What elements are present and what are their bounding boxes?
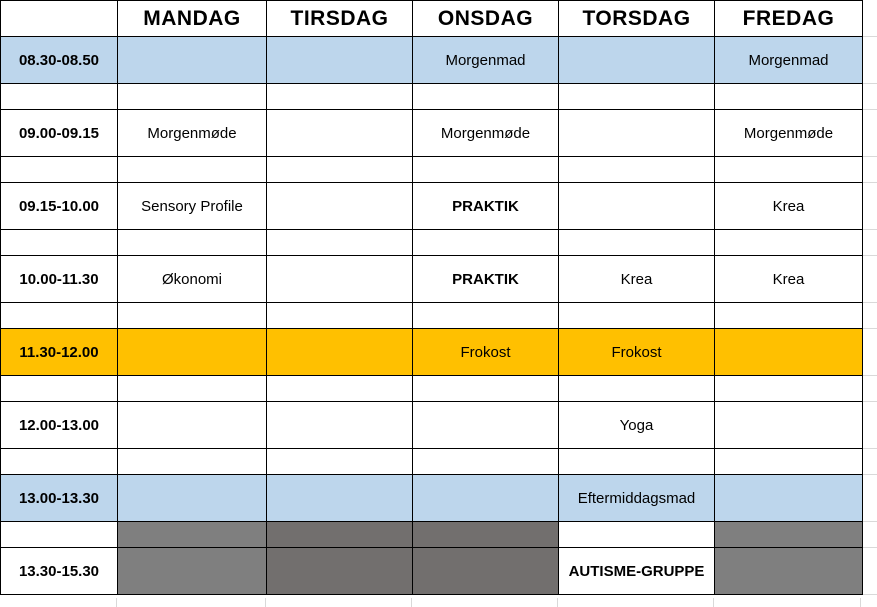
gridline <box>265 598 266 607</box>
day-header-onsdag[interactable]: ONSDAG <box>413 1 559 37</box>
time-label[interactable]: 11.30-12.00 <box>1 329 118 376</box>
empty-cell[interactable] <box>267 376 413 402</box>
empty-cell[interactable] <box>413 230 559 256</box>
empty-cell[interactable] <box>267 157 413 183</box>
empty-cell[interactable] <box>413 522 559 548</box>
empty-cell[interactable] <box>413 157 559 183</box>
row-0915-1000 <box>1 183 863 230</box>
schedule-cell[interactable]: Krea <box>715 183 863 230</box>
schedule-cell[interactable]: Sensory Profile <box>118 183 267 230</box>
schedule-cell[interactable]: Frokost <box>413 329 559 376</box>
empty-cell[interactable] <box>559 449 715 475</box>
empty-cell[interactable] <box>715 84 863 110</box>
empty-cell[interactable] <box>118 522 267 548</box>
schedule-cell[interactable]: Frokost <box>559 329 715 376</box>
spacer-row <box>1 303 863 329</box>
schedule-cell[interactable] <box>267 256 413 303</box>
empty-cell[interactable] <box>267 449 413 475</box>
gridline <box>863 157 877 183</box>
empty-cell[interactable] <box>559 157 715 183</box>
empty-cell[interactable] <box>715 449 863 475</box>
schedule-cell[interactable]: Morgenmøde <box>118 110 267 157</box>
time-label[interactable]: 12.00-13.00 <box>1 402 118 449</box>
schedule-cell[interactable] <box>118 475 267 522</box>
spacer-row <box>1 157 863 183</box>
schedule-cell[interactable] <box>715 475 863 522</box>
time-label[interactable]: 08.30-08.50 <box>1 37 118 84</box>
empty-cell[interactable] <box>559 303 715 329</box>
gridline <box>863 256 877 303</box>
corner-cell[interactable] <box>1 1 118 37</box>
row-1200-1300 <box>1 402 863 449</box>
day-header-mandag[interactable]: MANDAG <box>118 1 267 37</box>
schedule-cell[interactable] <box>267 110 413 157</box>
schedule-cell[interactable]: Eftermiddagsmad <box>559 475 715 522</box>
schedule-cell[interactable]: Morgenmøde <box>715 110 863 157</box>
empty-cell[interactable] <box>715 303 863 329</box>
row-0900-0915 <box>1 110 863 157</box>
spacer-row <box>1 449 863 475</box>
schedule-cell[interactable] <box>715 548 863 595</box>
schedule-cell[interactable] <box>118 548 267 595</box>
sheet-gridlines-right <box>863 0 877 595</box>
schedule-cell[interactable]: Krea <box>715 256 863 303</box>
gridline <box>863 402 877 449</box>
gridline <box>860 598 861 607</box>
empty-cell[interactable] <box>118 84 267 110</box>
gridline <box>116 598 117 607</box>
gridline <box>411 598 412 607</box>
gridline <box>863 110 877 157</box>
schedule-cell[interactable] <box>559 183 715 230</box>
spacer-row <box>1 84 863 110</box>
row-1330-1530 <box>1 548 863 595</box>
schedule-cell[interactable] <box>267 37 413 84</box>
empty-cell[interactable] <box>1 376 118 402</box>
schedule-cell[interactable] <box>267 183 413 230</box>
header-row <box>1 1 863 37</box>
sheet-gridlines-bottom <box>0 598 862 607</box>
schedule-cell[interactable] <box>413 475 559 522</box>
gridline <box>863 37 877 84</box>
empty-cell[interactable] <box>413 84 559 110</box>
empty-cell[interactable] <box>1 303 118 329</box>
empty-cell[interactable] <box>715 522 863 548</box>
schedule-cell[interactable] <box>267 329 413 376</box>
gridline <box>863 329 877 376</box>
schedule-cell[interactable] <box>715 329 863 376</box>
schedule-cell[interactable]: Morgenmøde <box>413 110 559 157</box>
time-label[interactable]: 09.00-09.15 <box>1 110 118 157</box>
schedule-cell[interactable] <box>267 548 413 595</box>
schedule-cell[interactable] <box>559 37 715 84</box>
schedule-cell[interactable] <box>118 37 267 84</box>
empty-cell[interactable] <box>559 376 715 402</box>
schedule-cell[interactable]: AUTISME-GRUPPE <box>559 548 715 595</box>
empty-cell[interactable] <box>267 230 413 256</box>
schedule-cell[interactable] <box>715 402 863 449</box>
row-1000-1130 <box>1 256 863 303</box>
time-label[interactable]: 13.00-13.30 <box>1 475 118 522</box>
empty-cell[interactable] <box>118 157 267 183</box>
empty-cell[interactable] <box>1 84 118 110</box>
empty-cell[interactable] <box>715 230 863 256</box>
gridline <box>863 0 877 37</box>
schedule-cell[interactable]: Yoga <box>559 402 715 449</box>
empty-cell[interactable] <box>559 230 715 256</box>
empty-cell[interactable] <box>118 303 267 329</box>
empty-cell[interactable] <box>118 376 267 402</box>
row-1130-1200 <box>1 329 863 376</box>
schedule-cell[interactable]: Krea <box>559 256 715 303</box>
gridline <box>713 598 714 607</box>
empty-cell[interactable] <box>1 230 118 256</box>
empty-cell[interactable] <box>715 376 863 402</box>
empty-cell[interactable] <box>118 449 267 475</box>
empty-cell[interactable] <box>559 84 715 110</box>
time-label[interactable]: 09.15-10.00 <box>1 183 118 230</box>
time-label[interactable]: 10.00-11.30 <box>1 256 118 303</box>
empty-cell[interactable] <box>1 522 118 548</box>
empty-cell[interactable] <box>1 449 118 475</box>
gridline <box>863 449 877 475</box>
day-header-fredag[interactable]: FREDAG <box>715 1 863 37</box>
empty-cell[interactable] <box>267 84 413 110</box>
schedule-cell[interactable] <box>267 475 413 522</box>
gridline <box>863 303 877 329</box>
spacer-row-gray <box>1 522 863 548</box>
gridline <box>863 522 877 548</box>
gridline <box>863 230 877 256</box>
schedule-cell[interactable] <box>118 402 267 449</box>
day-header-torsdag[interactable]: TORSDAG <box>559 1 715 37</box>
row-1300-1330 <box>1 475 863 522</box>
time-label[interactable]: 13.30-15.30 <box>1 548 118 595</box>
schedule-cell[interactable]: PRAKTIK <box>413 256 559 303</box>
gridline <box>863 376 877 402</box>
empty-cell[interactable] <box>715 157 863 183</box>
schedule-cell[interactable] <box>413 548 559 595</box>
empty-cell[interactable] <box>118 230 267 256</box>
day-header-tirsdag[interactable]: TIRSDAG <box>267 1 413 37</box>
schedule-cell[interactable] <box>118 329 267 376</box>
gridline <box>863 183 877 230</box>
schedule-cell[interactable] <box>559 110 715 157</box>
schedule-cell[interactable]: Morgenmad <box>715 37 863 84</box>
empty-cell[interactable] <box>267 522 413 548</box>
schedule-cell[interactable] <box>413 402 559 449</box>
schedule-cell[interactable] <box>267 402 413 449</box>
row-0830-0850 <box>1 37 863 84</box>
empty-cell[interactable] <box>413 449 559 475</box>
spacer-row <box>1 230 863 256</box>
empty-cell[interactable] <box>267 303 413 329</box>
schedule-cell[interactable]: Økonomi <box>118 256 267 303</box>
empty-cell[interactable] <box>1 157 118 183</box>
schedule-cell[interactable]: Morgenmad <box>413 37 559 84</box>
schedule-cell[interactable]: PRAKTIK <box>413 183 559 230</box>
spacer-row <box>1 376 863 402</box>
empty-cell[interactable] <box>559 522 715 548</box>
empty-cell[interactable] <box>413 303 559 329</box>
gridline <box>863 548 877 595</box>
gridline <box>557 598 558 607</box>
empty-cell[interactable] <box>413 376 559 402</box>
gridline <box>863 475 877 522</box>
gridline <box>863 84 877 110</box>
